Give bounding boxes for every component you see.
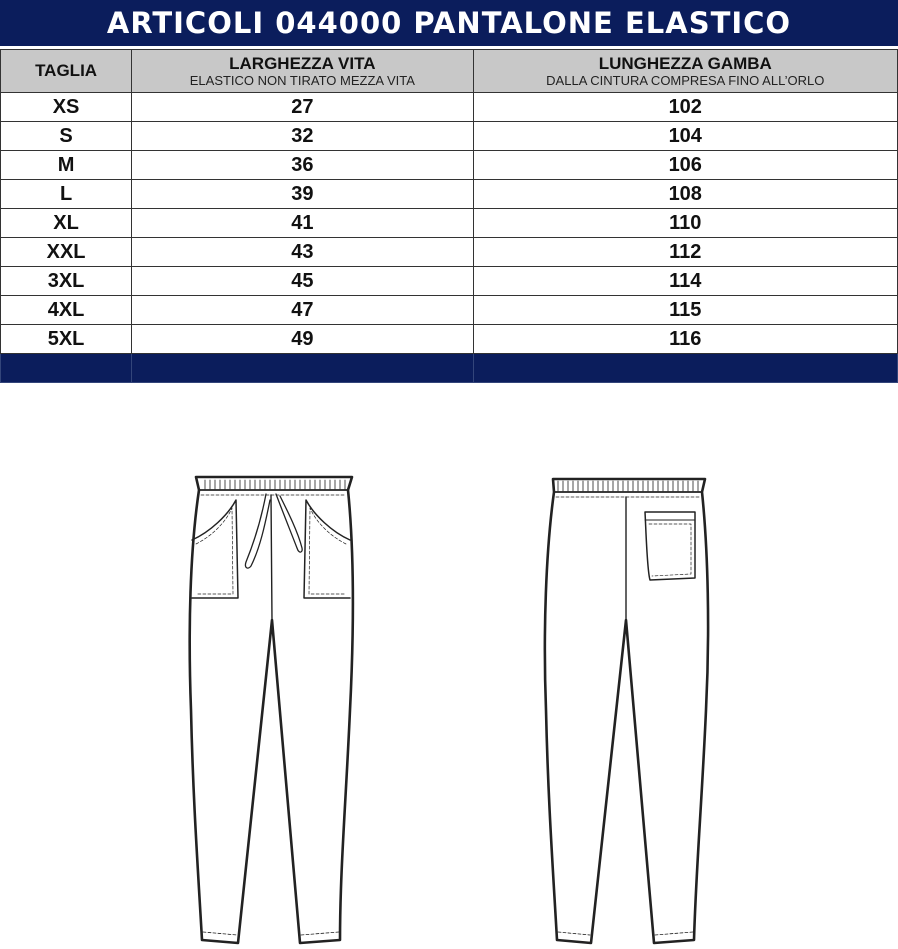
header-leg-label: LUNGHEZZA GAMBA xyxy=(598,54,772,73)
waist-cell: 47 xyxy=(132,296,473,325)
header-waist xyxy=(132,50,473,93)
table-row xyxy=(1,180,898,209)
size-cell: XS xyxy=(1,93,132,122)
header-size xyxy=(1,50,132,93)
leg-cell: 115 xyxy=(473,296,897,325)
table-row xyxy=(1,151,898,180)
footer-cell xyxy=(132,354,473,383)
waist-cell: 27 xyxy=(132,93,473,122)
table-row xyxy=(1,209,898,238)
header-waist-note: ELASTICO NON TIRATO MEZZA VITA xyxy=(189,73,415,88)
trousers-back-view xyxy=(545,479,708,943)
leg-cell: 102 xyxy=(473,93,897,122)
table-row xyxy=(1,267,898,296)
leg-cell: 116 xyxy=(473,325,897,354)
size-cell: 5XL xyxy=(1,325,132,354)
header-leg xyxy=(473,50,897,93)
table-row xyxy=(1,325,898,354)
leg-cell: 104 xyxy=(473,122,897,151)
size-cell: XXL xyxy=(1,238,132,267)
size-chart-table xyxy=(0,49,898,383)
table-row xyxy=(1,238,898,267)
table-row xyxy=(1,93,898,122)
size-cell: L xyxy=(1,180,132,209)
table-row xyxy=(1,296,898,325)
leg-cell: 106 xyxy=(473,151,897,180)
waist-cell: 36 xyxy=(132,151,473,180)
leg-cell: 110 xyxy=(473,209,897,238)
leg-cell: 108 xyxy=(473,180,897,209)
title-bar xyxy=(0,0,898,48)
waist-cell: 41 xyxy=(132,209,473,238)
header-leg-note: DALLA CINTURA COMPRESA FINO ALL’ORLO xyxy=(546,73,825,88)
leg-cell: 114 xyxy=(473,267,897,296)
waist-cell: 49 xyxy=(132,325,473,354)
size-cell: XL xyxy=(1,209,132,238)
leg-cell: 112 xyxy=(473,238,897,267)
table-footer-bar xyxy=(1,354,898,383)
footer-cell xyxy=(1,354,132,383)
waist-cell: 32 xyxy=(132,122,473,151)
size-cell: 3XL xyxy=(1,267,132,296)
trousers-illustration xyxy=(0,470,898,949)
page-title: ARTICOLI 044000 PANTALONE ELASTICO xyxy=(106,6,792,40)
table-row xyxy=(1,122,898,151)
size-cell: 4XL xyxy=(1,296,132,325)
waist-cell: 43 xyxy=(132,238,473,267)
footer-cell xyxy=(473,354,897,383)
size-cell: M xyxy=(1,151,132,180)
table-header-row xyxy=(1,50,898,93)
waist-cell: 39 xyxy=(132,180,473,209)
size-cell: S xyxy=(1,122,132,151)
header-size-label: TAGLIA xyxy=(35,61,98,80)
trousers-front-view xyxy=(190,477,353,943)
waist-cell: 45 xyxy=(132,267,473,296)
header-waist-label: LARGHEZZA VITA xyxy=(229,54,376,73)
